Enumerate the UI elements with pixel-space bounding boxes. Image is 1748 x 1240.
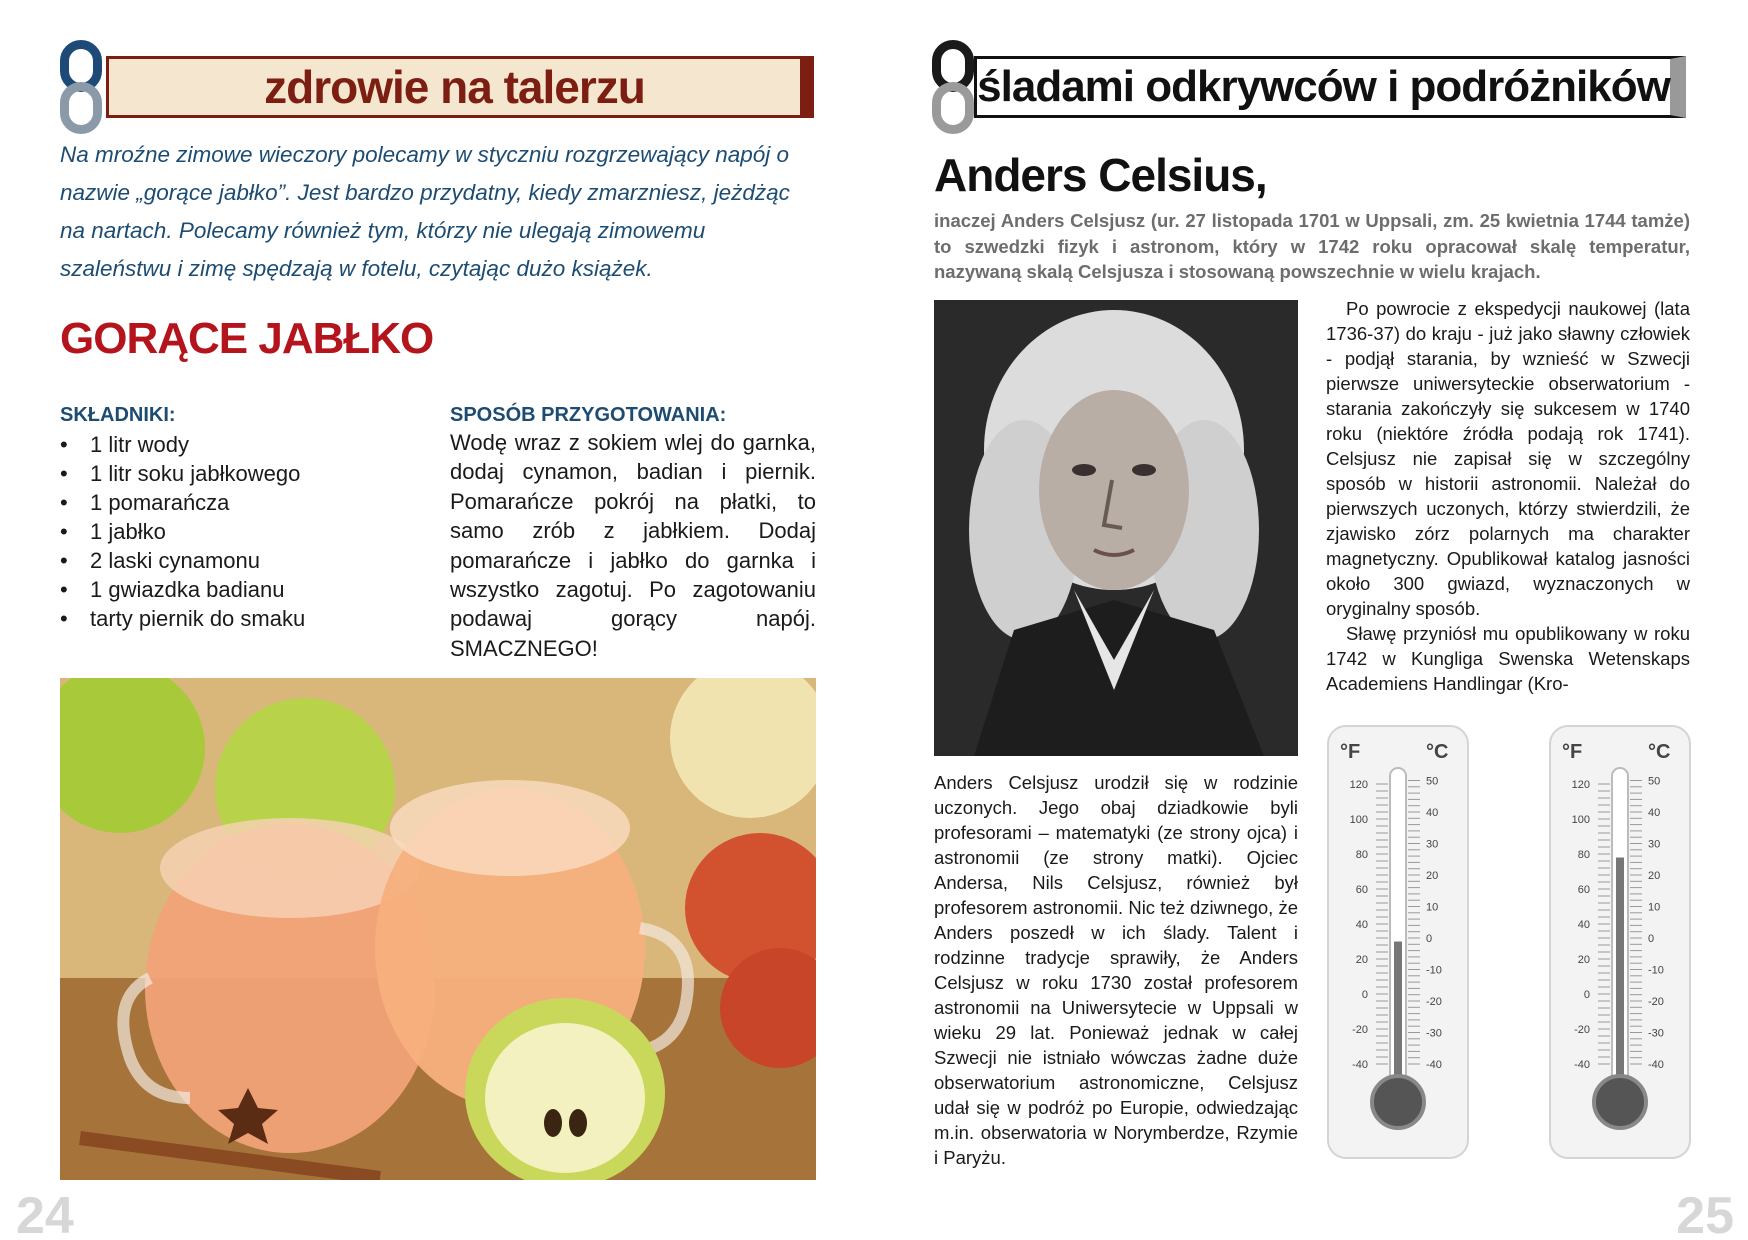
celsius-tick-label: -40 (1426, 1059, 1442, 1071)
section-header-left (106, 56, 814, 118)
celsius-tick-label: 0 (1648, 933, 1655, 945)
fahrenheit-tick-label: 120 (1571, 779, 1590, 791)
celsius-tick-label: -10 (1648, 964, 1664, 977)
celsius-tick-label: 20 (1648, 870, 1661, 882)
celsius-tick-label: 50 (1648, 775, 1661, 788)
chain-link-icon (60, 40, 102, 136)
list-item: • 1 jabłko (60, 519, 166, 544)
unit-celsius-label: °C (1426, 741, 1449, 763)
celsius-tick-label: 40 (1426, 807, 1439, 819)
section-header-right (974, 56, 1686, 118)
fahrenheit-tick-label: 20 (1577, 954, 1590, 966)
unit-fahrenheit-label: °F (1340, 741, 1361, 763)
celsius-tick-label: -20 (1426, 996, 1442, 1008)
celsius-tick-label: 0 (1426, 933, 1433, 945)
list-item: • 1 litr soku jabłkowego (60, 461, 301, 486)
celsius-tick-label: 50 (1426, 775, 1439, 788)
fahrenheit-tick-label: -40 (1574, 1059, 1590, 1071)
preparation-heading: SPOSÓB PRZYGOTOWANIA: (450, 404, 727, 426)
list-item: • tarty piernik do smaku (60, 606, 306, 631)
list-item: • 1 gwiazdka badianu (60, 577, 285, 602)
fahrenheit-tick-label: 40 (1355, 919, 1368, 931)
fahrenheit-tick-label: 80 (1577, 849, 1590, 861)
fahrenheit-tick-label: 60 (1355, 884, 1368, 896)
fahrenheit-tick-label: -20 (1574, 1024, 1590, 1036)
list-item: • 1 pomarańcza (60, 490, 230, 515)
ingredients-list (60, 430, 420, 633)
fahrenheit-tick-label: -40 (1352, 1059, 1368, 1071)
fahrenheit-tick-label: -20 (1352, 1024, 1368, 1036)
fahrenheit-tick-label: 0 (1361, 989, 1368, 1001)
apple-drink-photo (60, 678, 816, 1180)
fahrenheit-tick-label: 100 (1571, 814, 1590, 826)
fahrenheit-tick-label: 120 (1349, 779, 1368, 791)
article-column-left: Anders Celsjusz urodził się w rodzinie uczonych. Jego obaj dziadkowie byli profesorami – matematyki (ze strony ojca) i astronomii (ze strony matki). Ojciec Andersa, Nils Celsjusz, również był profesorem astronomii. Nic też dziwnego, że Anders poszedł w ich ślady. Talent i rodzinne tradycje sprawiły, że Anders Celsjusz w roku 1730 został profesorem astronomii na Uniwersytecie w Uppsali w wieku 29 lat. Ponieważ jednak w całej Szwecji nie istniało wówczas żadne duże obserwatorium astronomiczne, Celsjusz udał się w podróż po Europie, odwiedzając m.in. obserwatoria w Norymberdze, Rzymie i Paryżu. (934, 772, 1298, 1168)
paragraph: Sławę przyniósł mu opublikowany w roku 1742 w Kungliga Swenska Wetenskaps Academiens Handlingar (Kro- (1326, 623, 1690, 694)
list-item: • 1 litr wody (60, 432, 190, 457)
article-lead: inaczej Anders Celsjusz (ur. 27 listopada 1701 w Uppsali, zm. 25 kwietnia 1744 tamże) to szwedzki fizyk i astronom, który w 1742 roku opracował skalę temperatur, nazywaną skalą Celsjusza i stosowaną powszechnie w wielu krajach. (934, 210, 1690, 282)
fahrenheit-tick-label: 40 (1577, 919, 1590, 931)
celsius-tick-label: 10 (1648, 901, 1661, 914)
fahrenheit-tick-label: 100 (1349, 814, 1368, 826)
celsius-tick-label: 30 (1426, 838, 1439, 851)
celsius-tick-label: -10 (1426, 964, 1442, 977)
recipe-title: GORĄCE JABŁKO (60, 314, 434, 363)
chain-link-icon (932, 40, 974, 136)
celsius-tick-label: 40 (1648, 807, 1661, 819)
article-column-right (1326, 296, 1690, 696)
page-number: 24 (16, 1187, 74, 1240)
article-title: Anders Celsius, (934, 149, 1267, 201)
unit-fahrenheit-label: °F (1562, 741, 1583, 763)
thermometer-bulb (1372, 1076, 1424, 1128)
fahrenheit-tick-label: 60 (1577, 884, 1590, 896)
portrait-image (934, 300, 1298, 756)
right-page (874, 0, 1748, 1240)
list-item: • 2 laski cynamonu (60, 548, 260, 573)
intro-text: Na mroźne zimowe wieczory polecamy w styczniu rozgrzewający napój o nazwie „gorące jabłko”. Jest bardzo przydatny, kiedy zmarzniesz, jeżdżąc na nartach. Polecamy również tym, którzy nie ulegają zimowemu szaleństwu i zimę spędzają w fotelu, czytając dużo książek. (60, 142, 790, 281)
celsius-tick-label: -30 (1426, 1027, 1442, 1040)
fahrenheit-tick-label: 80 (1355, 849, 1368, 861)
section-title: śladami odkrywców i podróżników (977, 62, 1670, 111)
celsius-tick-label: -30 (1648, 1027, 1664, 1040)
thermometer-level (1616, 858, 1624, 1095)
fahrenheit-tick-label: 20 (1355, 954, 1368, 966)
thermometer-bulb (1594, 1076, 1646, 1128)
celsius-tick-label: 30 (1648, 838, 1661, 851)
paragraph: Po powrocie z ekspedycji naukowej (lata 1736-37) do kraju - już jako sławny człowiek - podjął starania, by wznieść w Szwecji pierwsze uniwersyteckie obserwatorium - starania zakończyły się sukcesem w 1740 roku (niektóre źródła podają rok 1741). Celsjusz nie zapisał się w szczególny sposób w historii astronomii. Należał do pierwszych uczonych, którzy stwierdzili, że zjawisko zórz polarnych ma charakter magnetyczny. Opublikował katalog jasności około 300 gwiazd, wyznaczonych w oryginalny sposób. (1326, 298, 1690, 619)
celsius-tick-label: -40 (1648, 1059, 1664, 1071)
section-title: zdrowie na talerzu (264, 61, 645, 113)
celsius-tick-label: -20 (1648, 996, 1664, 1008)
thermometer-illustration (1326, 724, 1470, 1160)
unit-celsius-label: °C (1648, 741, 1671, 763)
preparation-text: Wodę wraz z sokiem wlej do garnka, dodaj cynamon, badian i piernik. Pomarańcze pokrój na płatki, to samo zrób z jabłkiem. Dodaj pomarańcze i jabłko do garnka i wszystko zagotuj. Po zagotowaniu podawaj gorący napój. SMACZNEGO! (450, 430, 816, 661)
page-number: 25 (1676, 1187, 1734, 1240)
celsius-tick-label: 20 (1426, 870, 1439, 882)
thermometer-illustration (1548, 724, 1692, 1160)
thermometer-level (1394, 942, 1402, 1095)
fahrenheit-tick-label: 0 (1583, 989, 1590, 1001)
celsius-tick-label: 10 (1426, 901, 1439, 914)
ingredients-heading: SKŁADNIKI: (60, 404, 176, 426)
